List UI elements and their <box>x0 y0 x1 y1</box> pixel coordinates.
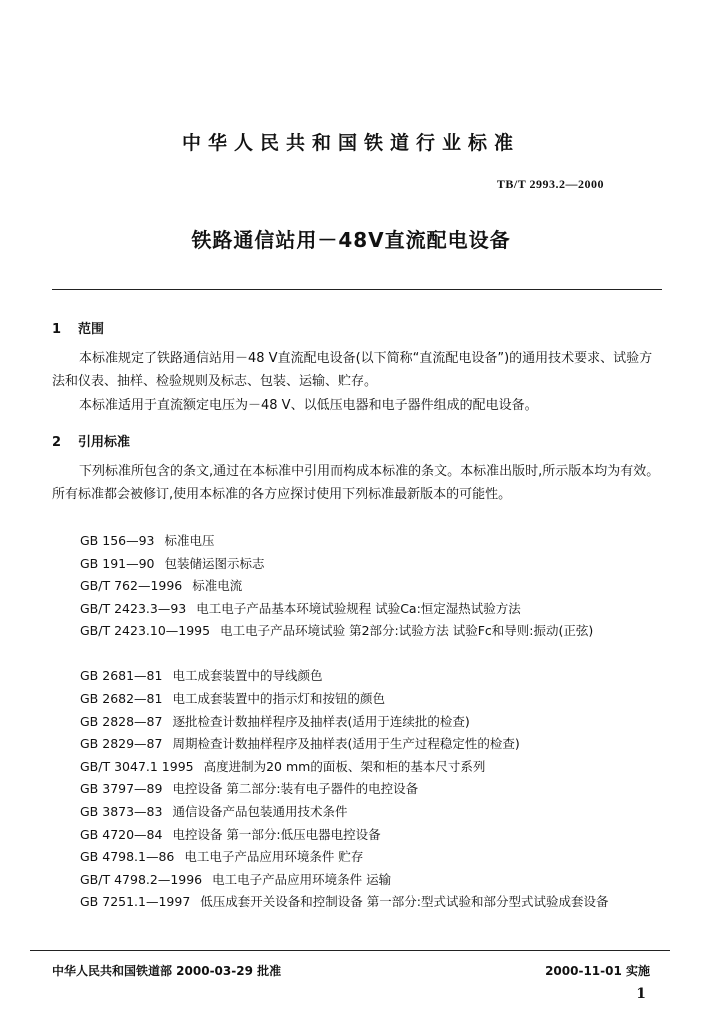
ref-title: 电控设备 第一部分:低压电器电控设备 <box>172 826 381 842</box>
reference-item <box>80 665 670 688</box>
ref-title: 包装储运图示标志 <box>164 555 265 571</box>
reference-item <box>80 778 670 801</box>
section-number: 2 <box>52 435 62 450</box>
reference-item <box>80 711 670 734</box>
reference-list <box>80 530 670 936</box>
ref-code: GB 2828—87 <box>80 713 163 729</box>
ref-title: 电工电子产品环境试验 第2部分:试验方法 试验Fc和导则:振动(正弦) <box>220 623 594 639</box>
section-1-heading <box>52 318 104 337</box>
ref-code: GB/T 4798.2—1996 <box>80 871 203 887</box>
ref-title: 逐批检查计数抽样程序及抽样表(适用于连续批的检查) <box>172 713 470 729</box>
reference-item <box>80 553 670 576</box>
approval-note: 中华人民共和国铁道部 2000-03-29 批准 <box>52 964 282 978</box>
ref-title: 电工电子产品应用环境条件 贮存 <box>184 849 364 865</box>
footer-divider <box>30 950 670 951</box>
ref-code: GB 4720—84 <box>80 826 163 842</box>
ref-title: 周期检查计数抽样程序及抽样表(适用于生产过程稳定性的检查) <box>172 736 520 752</box>
section-2-heading <box>52 431 130 450</box>
ref-title: 标准电压 <box>164 533 215 548</box>
ref-title: 电工电子产品应用环境条件 运输 <box>212 871 392 887</box>
section-heading-text: 范围 <box>78 322 105 337</box>
section-number: 1 <box>52 322 62 337</box>
ref-code: GB/T 2423.10—1995 <box>80 623 211 639</box>
reference-item <box>80 846 670 869</box>
ref-title: 电工成套装置中的指示灯和按钮的颜色 <box>172 690 385 706</box>
ref-title: 电控设备 第二部分:装有电子器件的电控设备 <box>172 781 419 797</box>
section-heading-text: 引用标准 <box>78 435 131 450</box>
ref-title: 电工成套装置中的导线颜色 <box>172 668 323 684</box>
page-number: 1 <box>636 986 646 1002</box>
reference-item <box>80 824 670 847</box>
reference-item <box>80 530 670 553</box>
section-2-paragraph-1: 下列标准所包含的条文,通过在本标准中引用而构成本标准的条文。本标准出版时,所示版本均为有效。所有标准都会被修订,使用本标准的各方应探讨使用下列标准最新版本的可能性。 <box>52 464 660 502</box>
ref-title: 低压成套开关设备和控制设备 第一部分:型式试验和部分型式试验成套设备 <box>200 894 609 910</box>
org-title: 中华人民共和国铁道行业标准 <box>181 132 520 154</box>
reference-item <box>80 575 670 598</box>
header-divider <box>52 289 662 290</box>
reference-item <box>80 620 670 665</box>
ref-title: 标准电流 <box>192 578 243 594</box>
reference-item <box>80 733 670 756</box>
ref-code: GB/T 2423.3—93 <box>80 600 187 616</box>
ref-code: GB 2829—87 <box>80 736 163 752</box>
ref-code: GB 3797—89 <box>80 781 163 797</box>
reference-item <box>80 598 670 621</box>
ref-code: GB 7251.1—1997 <box>80 894 191 910</box>
implementation-date: 2000-11-01 实施 <box>545 964 650 978</box>
ref-code: GB/T 3047.1 1995 <box>80 758 194 774</box>
document-title: 铁路通信站用－48V直流配电设备 <box>191 228 511 252</box>
ref-title: 高度进制为20 mm的面板、架和柜的基本尺寸系列 <box>203 758 486 774</box>
reference-item <box>80 801 670 824</box>
reference-item <box>80 869 670 892</box>
section-1-paragraph-1: 本标准规定了铁路通信站用－48 V直流配电设备(以下简称“直流配电设备”)的通用技术要求、试验方法和仪表、抽样、检验规则及标志、包装、运输、贮存。 <box>52 351 653 389</box>
ref-code: GB/T 762—1996 <box>80 578 183 594</box>
ref-code: GB 2682—81 <box>80 690 163 706</box>
ref-title: 电工电子产品基本环境试验规程 试验Ca:恒定湿热试验方法 <box>196 600 521 616</box>
reference-item <box>80 688 670 711</box>
standard-number: TB/T 2993.2—2000 <box>496 177 604 191</box>
ref-code: GB 191—90 <box>80 555 155 571</box>
reference-item <box>80 756 670 779</box>
reference-item <box>80 891 670 936</box>
ref-code: GB 2681—81 <box>80 668 163 684</box>
ref-code: GB 3873—83 <box>80 803 163 819</box>
section-1-paragraph-2: 本标准适用于直流额定电压为－48 V、以低压电器和电子器件组成的配电设备。 <box>79 398 538 413</box>
ref-code: GB 4798.1—86 <box>80 849 175 865</box>
ref-title: 通信设备产品包装通用技术条件 <box>172 803 348 819</box>
ref-code: GB 156—93 <box>80 533 155 548</box>
